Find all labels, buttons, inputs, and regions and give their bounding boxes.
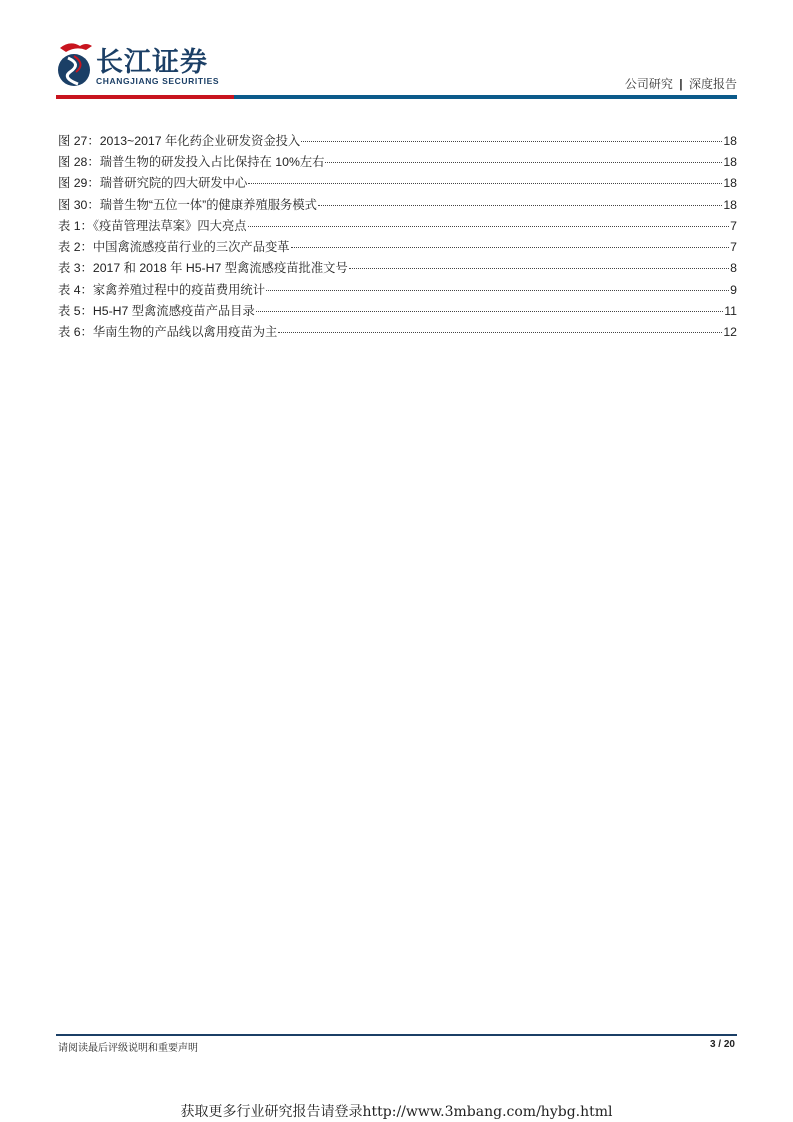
toc-entry[interactable]: 图 27：2013~2017 年化药企业研发资金投入 18 [58,134,737,148]
logo-english-name: CHANGJIANG SECURITIES [96,76,220,86]
company-logo [56,40,236,88]
toc-entry[interactable]: 表 3：2017 和 2018 年 H5-H7 型禽流感疫苗批准文号 8 [58,261,737,276]
toc-entry[interactable]: 表 4：家禽养殖过程中的疫苗费用统计 9 [58,282,737,297]
separator: | [679,77,683,91]
header-bar-red [56,95,234,99]
footer-divider [56,1034,737,1036]
report-type-label [625,75,737,92]
logo-chinese-name: 长江证券 [96,47,208,78]
toc-entry[interactable]: 图 28：瑞普生物的研发投入占比保持在 10%左右 18 [58,155,737,170]
category: 公司研究 [624,77,673,91]
header-bar-blue [234,95,737,99]
download-note[interactable]: 获取更多行业研究报告请登录http://www.3mbang.com/hybg.html [180,1104,613,1120]
page-number: 3 / 20 [709,1039,735,1050]
toc-entry[interactable]: 表 6：华南生物的产品线以禽用疫苗为主 12 [58,324,737,339]
toc-entry[interactable]: 表 5：H5-H7 型禽流感疫苗产品目录 11 [58,303,737,318]
toc-entry[interactable]: 表 1：《疫苗管理法草案》四大亮点 7 [58,219,737,233]
footer-disclaimer: 请阅读最后评级说明和重要声明 [58,1043,198,1054]
toc-entry[interactable]: 图 30：瑞普生物“五位一体”的健康养殖服务模式 18 [58,197,737,212]
toc-entry[interactable]: 图 29：瑞普研究院的四大研发中心 18 [58,176,737,191]
figure-list [58,131,737,216]
logo-emblem-icon [56,40,94,88]
toc-entry[interactable]: 表 2：中国禽流感疫苗行业的三次产品变革 7 [58,240,737,255]
table-list [58,216,737,343]
report-type: 深度报告 [688,77,737,91]
